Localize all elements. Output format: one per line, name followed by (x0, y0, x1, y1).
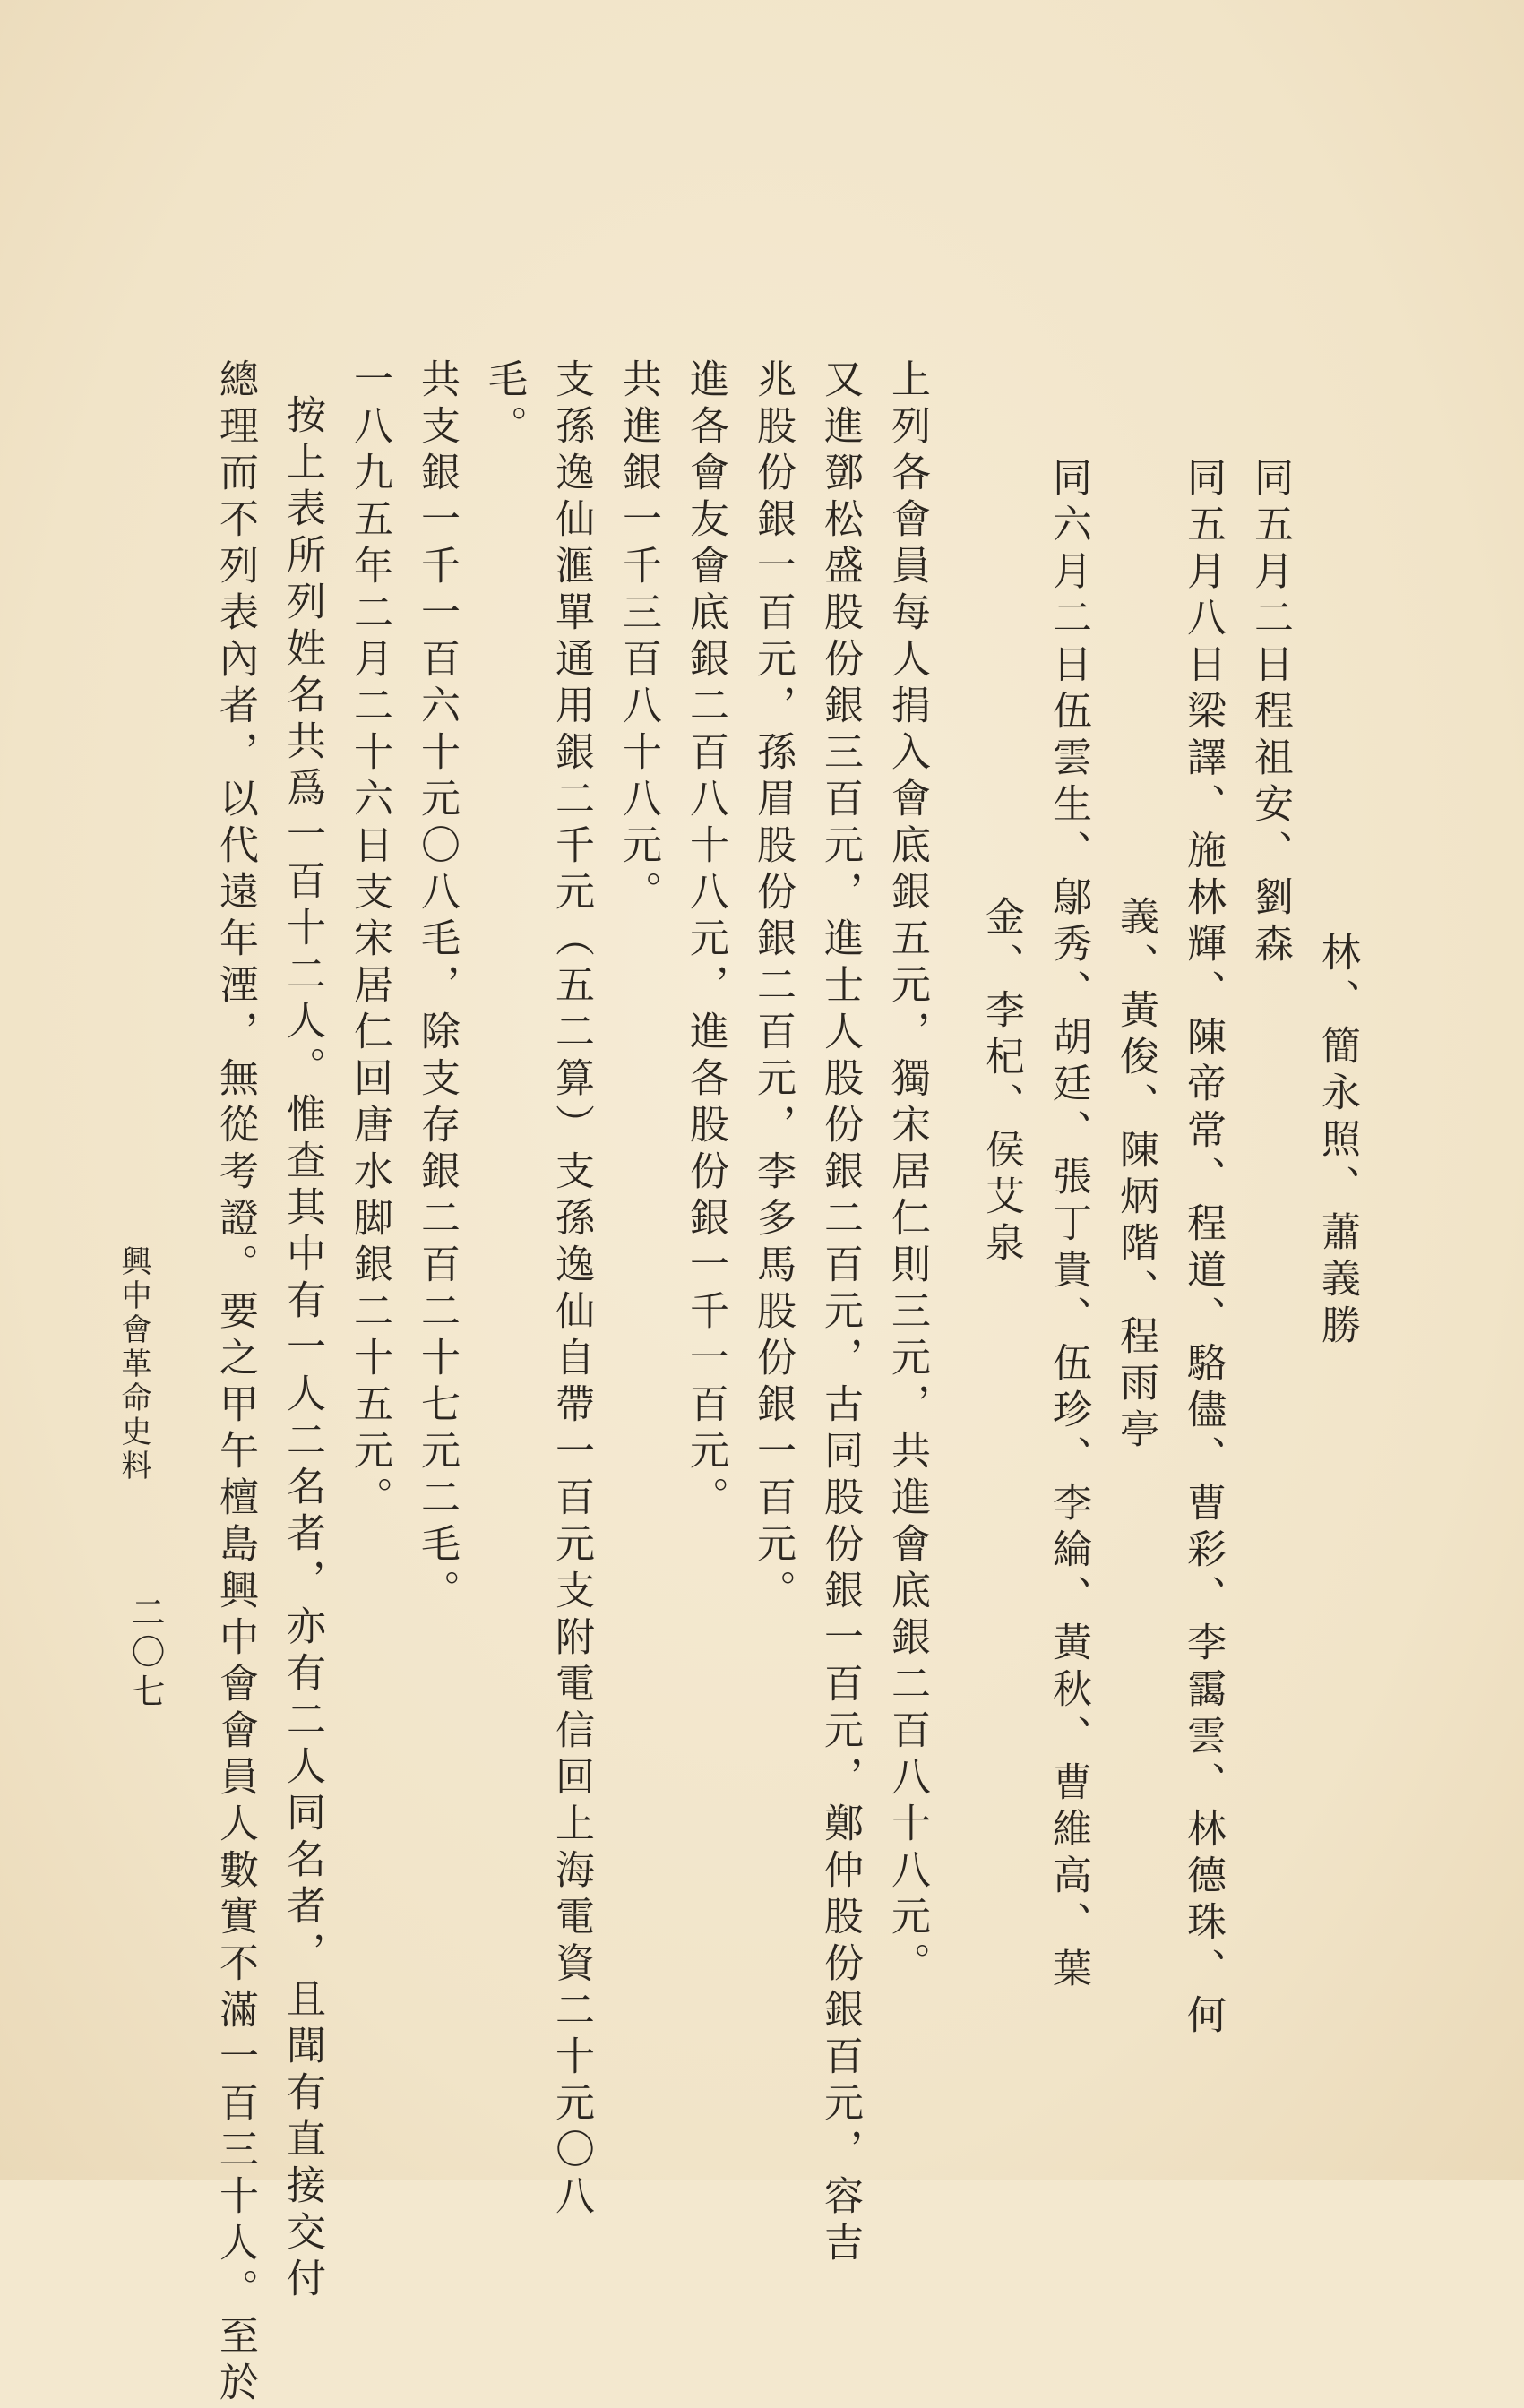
text-column: 一八九五年二月二十六日支宋居仁回唐水脚銀二十五元。 (347, 358, 392, 1523)
text-column: 同五月八日梁譯、施林輝、陳帝常、程道、駱儘、曹彩、李靄雲、林德珠、何 (1180, 457, 1226, 2041)
text-column: 同六月二日伍雲生、鄔秀、胡廷、張丁貴、伍珍、李綸、黃秋、曹維高、葉 (1046, 457, 1091, 1994)
text-column: 總理而不列表內者，以代遠年湮，無從考證。要之甲午檀島興中會會員人數實不滿一百三十人。至於 (212, 358, 258, 2408)
text-column: 支孫逸仙滙單通用銀二千元（五二算）支孫逸仙自帶一百元支附電信回上海電資二十元〇八 (548, 358, 594, 2222)
text-column: 按上表所列姓名共爲一百十二人。惟查其中有一人二名者，亦有二人同名者，且聞有直接交付 (280, 394, 325, 2304)
text-column: 又進鄧松盛股份銀三百元，進士人股份銀二百元，古同股份銀一百元，鄭仲股份銀百元，容吉 (817, 358, 863, 2268)
page-number: 二〇七 (125, 1595, 165, 1713)
text-column: 共支銀一千一百六十元〇八毛，除支存銀二百二十七元二毛。 (414, 358, 460, 1616)
text-column: 毛。 (481, 358, 527, 452)
text-column: 義、黃俊、陳炳階、程雨亭 (1113, 896, 1158, 1455)
text-column: 共進銀一千三百八十八元。 (616, 358, 661, 917)
text-column: 金、李杞、侯艾泉 (978, 896, 1024, 1268)
text-column: 兆股份銀一百元，孫眉股份銀二百元，李多馬股份銀一百元。 (750, 358, 796, 1616)
text-column: 上列各會員每人捐入會底銀五元，獨宋居仁則三元，共進會底銀二百八十八元。 (884, 358, 930, 1989)
text-column: 林、簡永照、蕭義勝 (1314, 932, 1360, 1351)
book-title-footer: 興中會革命史料 (116, 1245, 151, 1484)
text-column: 同五月二日程祖安、劉森 (1247, 457, 1293, 969)
text-column: 進各會友會底銀二百八十八元，進各股份銀一千一百元。 (683, 358, 728, 1523)
